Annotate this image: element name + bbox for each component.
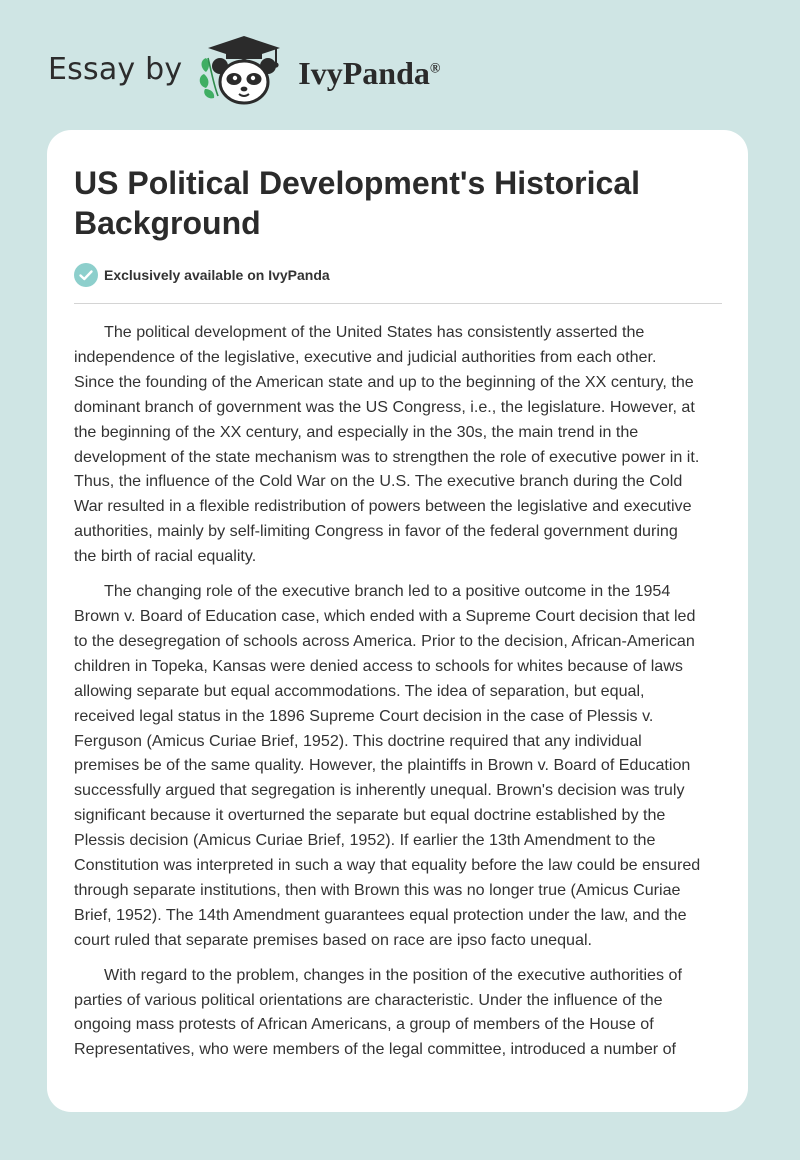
registered-mark: ® xyxy=(429,60,441,76)
paragraph: With regard to the problem, changes in the position of the executive authorities of parties of various political orientations are characteristic. Under the influence of the ongoing mass protests of African Americans, a group of members of the House of Representatives, who were members of the legal committee, introduced a number of xyxy=(74,965,682,1059)
panda-graduate-logo-icon xyxy=(196,34,292,108)
site-header[interactable] xyxy=(48,34,440,108)
brand-name xyxy=(298,55,440,92)
page-title: US Political Development's Historical Background xyxy=(74,165,640,241)
paragraph: The political development of the United States has consistently asserted the independence of the legislative, executive and judicial authorities from each other. Since the founding of the American state and up to the beginning of the XX century, the dominant branch of government was the US Congress, i.e., the legislature. However, at the beginning of the XX century, and especially in the 30s, the main trend in the development of the state mechanism was to strengthen the role of executive power in it. Thus, the influence of the Cold War on the U.S. The executive branch during the Cold War resulted in a flexible redistribution of powers between the legislative and executive authorities, mainly by self-limiting Congress in favor of the federal government during the birth of racial equality. xyxy=(74,323,700,566)
essay-card xyxy=(47,130,748,1112)
exclusive-badge xyxy=(74,263,330,287)
essay-body xyxy=(74,320,722,1072)
essay-by-label: Essay by xyxy=(48,51,183,87)
exclusive-badge-label: Exclusively available on IvyPanda xyxy=(104,267,330,283)
paragraph: The changing role of the executive branch led to a positive outcome in the 1954 Brown v. Board of Education case, which ended with a Supreme Court decision that led to the desegregation of schools across America. Prior to the decision, African-American children in Topeka, Kansas were denied access to schools for whites because of laws allowing separate but equal accommodations. The idea of separation, but equal, received legal status in the 1896 Supreme Court decision in the case of Plessis v. Ferguson (Amicus Curiae Brief, 1952). This doctrine required that any individual premises be of the same quality. However, the plaintiffs in Brown v. Board of Education successfully argued that segregation is inherently unequal. Brown's decision was truly significant because it overturned the separate but equal doctrine established by the Plessis decision (Amicus Curiae Brief, 1952). If earlier the 13th Amendment to the Constitution was interpreted in such a way that equality before the law could be ensured through separate institutions, then with Brown this was no longer true (Amicus Curiae Brief, 1952). The 14th Amendment guarantees equal protection under the law, and the court ruled that separate premises based on race are ipso facto unequal. xyxy=(74,582,701,949)
title-divider xyxy=(74,303,722,304)
brand-name-text: IvyPanda xyxy=(298,54,430,91)
check-circle-icon xyxy=(74,263,98,287)
